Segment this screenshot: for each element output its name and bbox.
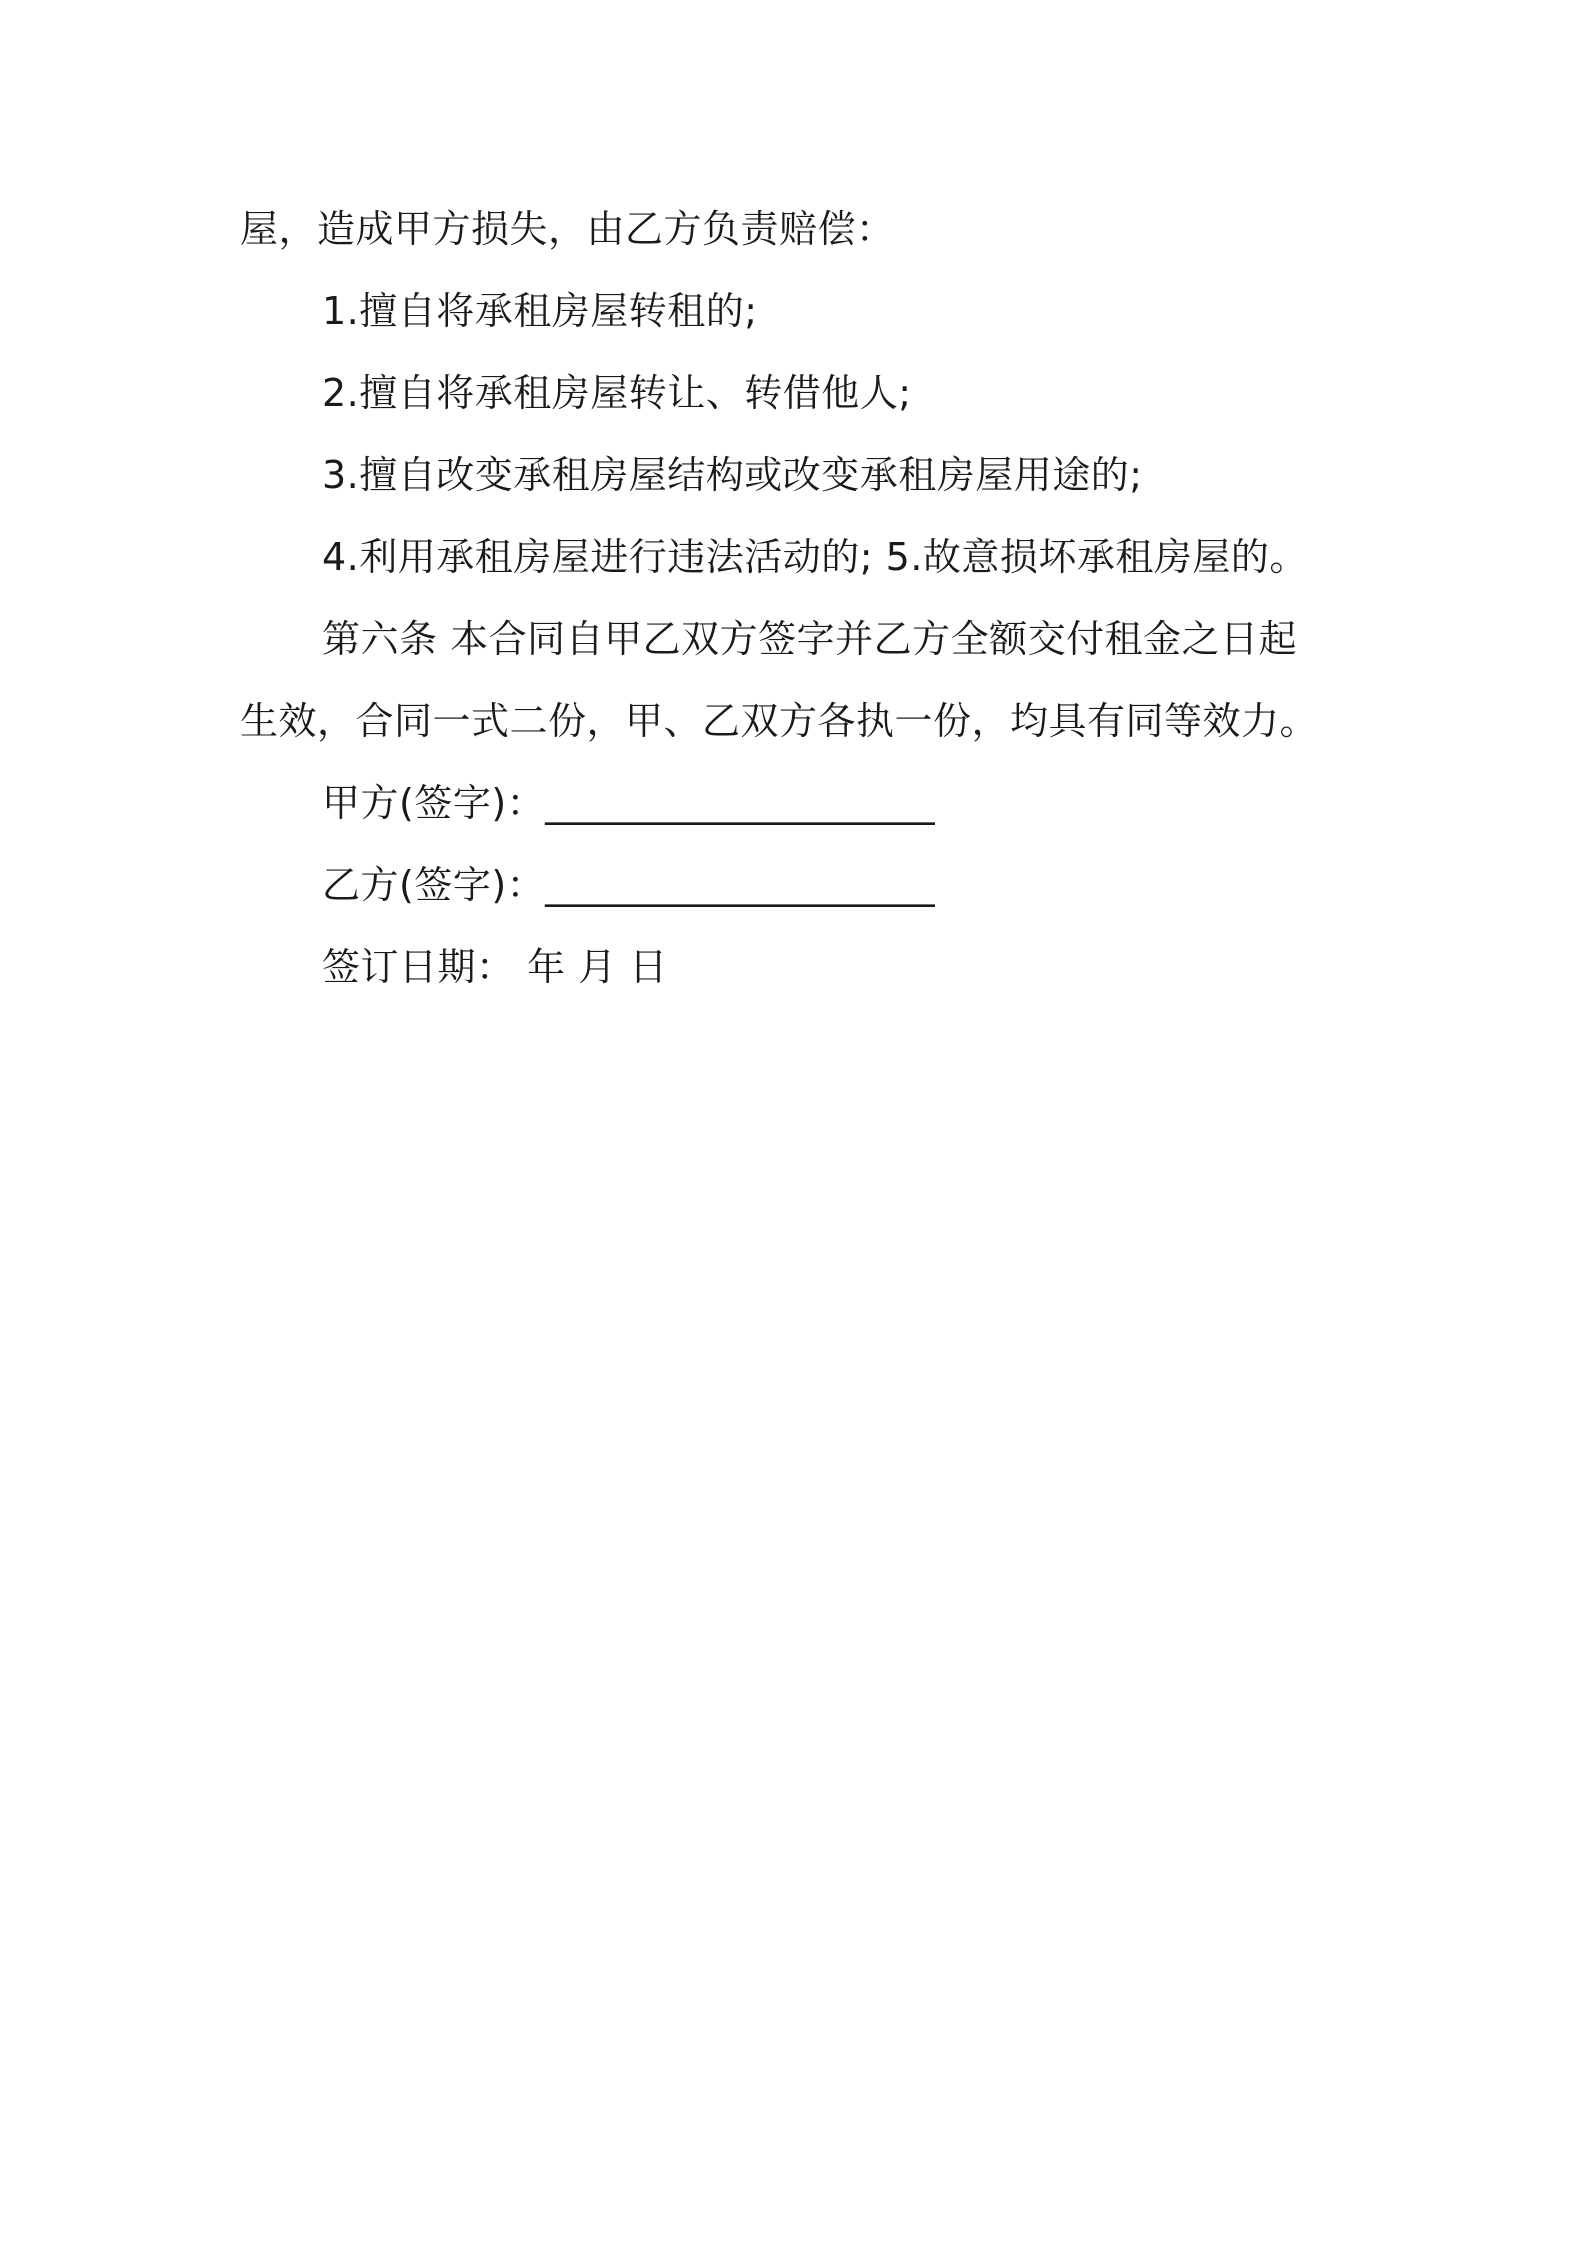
article-6-line-1: 第六条 本合同自甲乙双方签字并乙方全额交付租金之日起 bbox=[322, 617, 1298, 661]
party-a-signature-line: 甲方(签字)：____________________ bbox=[322, 781, 936, 825]
party-b-signature-line: 乙方(签字)：____________________ bbox=[322, 863, 936, 907]
list-item-2: 2.擅自将承租房屋转让、转借他人; bbox=[322, 371, 912, 415]
document-body bbox=[240, 188, 1360, 1008]
signing-date-line: 签订日期： 年 月 日 bbox=[322, 945, 668, 989]
list-item-3: 3.擅自改变承租房屋结构或改变承租房屋用途的; bbox=[322, 453, 1143, 497]
list-item-4-5: 4.利用承租房屋进行违法活动的; 5.故意损坏承租房屋的。 bbox=[322, 535, 1308, 579]
list-item-1: 1.擅自将承租房屋转租的; bbox=[322, 289, 758, 333]
clause-continuation: 屋，造成甲方损失，由乙方负责赔偿： bbox=[240, 207, 895, 251]
article-6-line-2: 生效，合同一式二份，甲、乙双方各执一份，均具有同等效力。 bbox=[240, 699, 1319, 743]
